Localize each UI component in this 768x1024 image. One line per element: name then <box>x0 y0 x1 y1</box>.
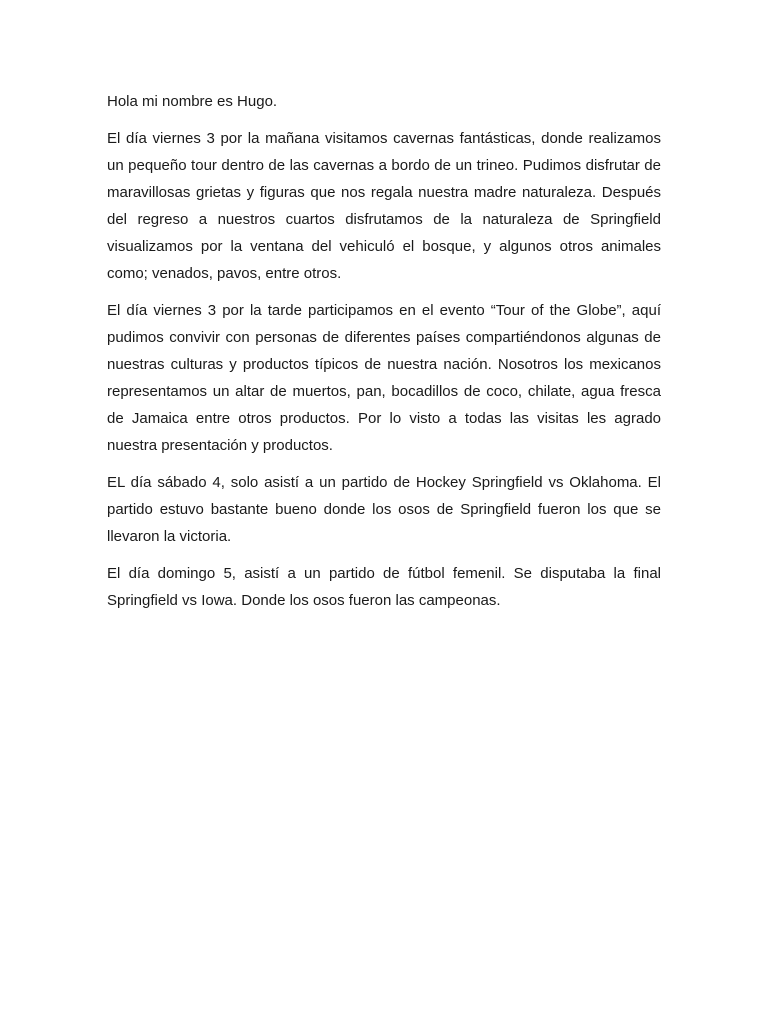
paragraph-friday-morning: El día viernes 3 por la mañana visitamos cavernas fantásticas, donde realizamos un pequeño tour dentro de las cavernas a bordo de un trineo. Pudimos disfrutar de maravillosas grietas y figuras que nos regala nuestra madre naturaleza. Después del regreso a nuestros cuartos disfrutamos de la naturaleza de Springfield visualizamos por la ventana del vehiculó el bosque, y algunos otros animales como; venados, pavos, entre otros. <box>107 130 661 282</box>
paragraph-sunday: El día domingo 5, asistí a un partido de fútbol femenil. Se disputaba la final Springfield vs Iowa. Donde los osos fueron las campeonas. <box>107 565 661 609</box>
greeting-paragraph: Hola mi nombre es Hugo. <box>107 93 278 110</box>
paragraph-saturday: EL día sábado 4, solo asistí a un partido de Hockey Springfield vs Oklahoma. El partido estuvo bastante bueno donde los osos de Springfield fueron los que se llevaron la victoria. <box>107 474 661 545</box>
paragraph-friday-afternoon: El día viernes 3 por la tarde participamos en el evento “Tour of the Globe”, aquí pudimos convivir con personas de diferentes países compartiéndonos algunas de nuestras culturas y productos típicos de nuestra nación. Nosotros los mexicanos representamos un altar de muertos, pan, bocadillos de coco, chilate, agua fresca de Jamaica entre otros productos. Por lo visto a todas las visitas les agrado nuestra presentación y productos. <box>107 302 661 454</box>
document-body <box>107 88 661 624</box>
